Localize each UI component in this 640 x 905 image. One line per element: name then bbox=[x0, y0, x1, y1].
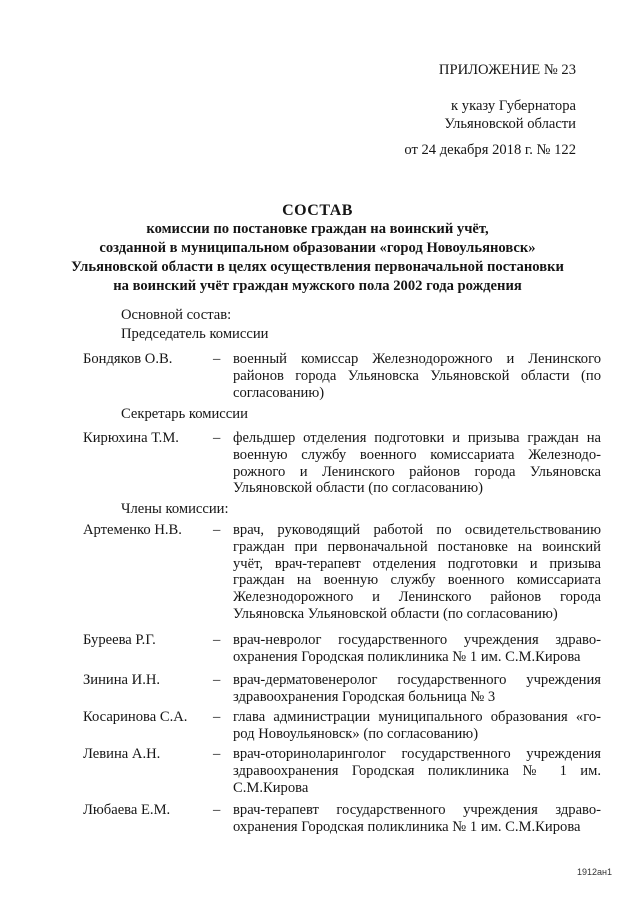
chair-label: Председатель комиссии bbox=[121, 326, 269, 342]
dash: – bbox=[213, 672, 221, 688]
secretary-label: Секретарь комиссии bbox=[121, 406, 248, 422]
member-name: Артеменко Н.В. bbox=[83, 522, 182, 538]
dash: – bbox=[213, 802, 221, 818]
member-name: Зинина И.Н. bbox=[83, 672, 161, 688]
title-line-3: Ульяновской области в целях осуществления первоначальной постановки bbox=[71, 259, 564, 275]
member-description: врач, руководящий работой по освидетельствованию граждан при первоначальной постановке на воинский учёт, врач-терапевт отделения подготовки и призыва граждан на военную службу военного комиссариата Железнодорожного и Ленинского районов города Ульяновска Ульяновской области (по согласованию) bbox=[233, 522, 601, 622]
dash: – bbox=[213, 522, 221, 538]
member-description: военный комиссар Железнодорожного и Ленинского районов города Ульяновска Ульяновской области (по согласованию) bbox=[233, 351, 601, 401]
member-description: врач-оториноларинголог государственного учреждения здравоохранения Городская поликлиника № 1 им. С.М.Кирова bbox=[233, 746, 601, 796]
title-line-1: комиссии по постановке граждан на воинский учёт, bbox=[146, 221, 489, 237]
title-line-2: созданной в муниципальном образовании «город Новоульяновск» bbox=[99, 240, 536, 256]
title-line-4: на воинский учёт граждан мужского пола 2002 года рождения bbox=[113, 278, 522, 294]
members-label: Члены комиссии: bbox=[121, 501, 229, 517]
appendix-title: ПРИЛОЖЕНИЕ № 23 bbox=[438, 62, 576, 78]
member-description: врач-терапевт государственного учреждения здраво-охранения Городская поликлиника № 1 им. С.М.Кирова bbox=[233, 802, 601, 835]
member-name: Левина А.Н. bbox=[83, 746, 161, 762]
member-description: врач-невролог государственного учреждения здраво-охранения Городская поликлиника № 1 им. С.М.Кирова bbox=[233, 632, 601, 665]
document-code: 1912ан1 bbox=[576, 867, 612, 877]
member-name: Бондяков О.В. bbox=[83, 351, 173, 367]
member-name: Буреева Р.Г. bbox=[83, 632, 156, 648]
dash: – bbox=[213, 746, 221, 762]
dash: – bbox=[213, 709, 221, 725]
member-description: глава администрации муниципального образования «го-род Новоульяновск» (по согласованию) bbox=[233, 709, 601, 742]
dash: – bbox=[213, 632, 221, 648]
document-title bbox=[60, 201, 575, 296]
member-description: врач-дерматовенеролог государственного учреждения здравоохранения Городская больница № 3 bbox=[233, 672, 601, 705]
member-name: Косаринова С.А. bbox=[83, 709, 188, 725]
dash: – bbox=[213, 351, 221, 367]
region-text: Ульяновской области bbox=[444, 116, 576, 132]
member-name: Кирюхина Т.М. bbox=[83, 430, 179, 446]
title-heading: СОСТАВ bbox=[282, 202, 353, 219]
dash: – bbox=[213, 430, 221, 446]
decree-date-number: от 24 декабря 2018 г. № 122 bbox=[404, 142, 576, 158]
main-composition-label: Основной состав: bbox=[121, 307, 232, 323]
to-decree-text: к указу Губернатора bbox=[451, 98, 576, 114]
member-name: Любаева Е.М. bbox=[83, 802, 171, 818]
member-description: фельдшер отделения подготовки и призыва граждан на военную службу военного комиссариата Железнодо-рожного и Ленинского районов города Ульяновска Ульяновской области (по согласованию) bbox=[233, 430, 601, 497]
